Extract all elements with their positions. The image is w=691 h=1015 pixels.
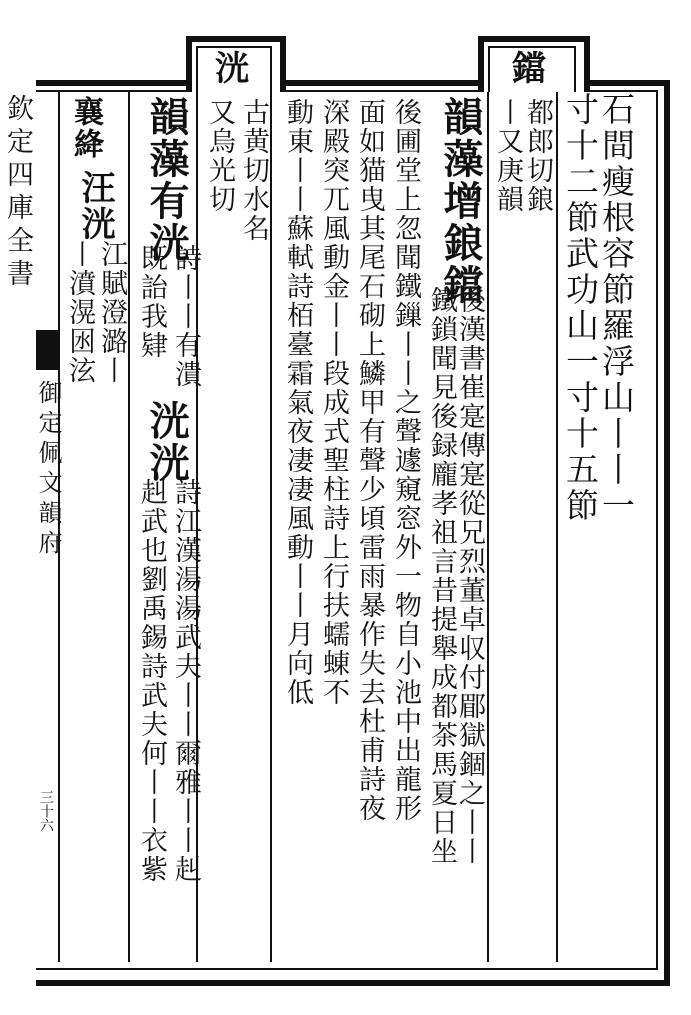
text-column-4b: 鐵鎖聞見後録龐孝祖言昔提舉成都茶馬夏日坐	[426, 286, 457, 866]
head-character-guang: 洸	[215, 49, 249, 89]
black-fish-tail-mark	[36, 330, 58, 370]
entry-heading-youguang: 韻藻有洸	[143, 96, 190, 264]
text-column-9: 古黄切水名	[238, 98, 269, 243]
text-column-3a: 都郎切鋃	[522, 98, 553, 214]
text-column-10: 又烏光切	[204, 98, 235, 214]
text-column-12b: 江賦澄潞丨	[96, 240, 127, 385]
book-title: 御定佩文韻府	[34, 380, 62, 560]
entry-heading-wangguang: 汪洸	[75, 170, 115, 242]
head-character-dang: 鐺	[512, 49, 546, 89]
text-column-3b: 丨又庚韻	[492, 98, 523, 214]
text-column-1: 石間瘦根容節羅浮山丨丨一	[597, 92, 636, 524]
entry-heading-langdang: 韻藻增鋃鐺	[437, 96, 484, 306]
text-column-12a: 丨濆滉囦泫	[64, 240, 95, 385]
text-column-2: 寸十二節武功山一寸十五節	[561, 92, 600, 524]
text-column-5: 後圃堂上忽聞鐵鏁丨丨之聲遽窺窓外一物自小池中出龍形	[390, 98, 421, 823]
collection-title: 欽定四庫全書	[2, 94, 33, 292]
column-divider	[128, 92, 130, 962]
text-column-11b: 既詒我肄	[136, 244, 167, 360]
text-column-11a: 詩丨丨有潰	[170, 244, 201, 389]
page-number: 三十六	[38, 790, 54, 832]
entry-heading-guangguang: 洸洸	[143, 400, 190, 484]
text-column-6: 面如猫曳其尾石砌上鱗甲有聲少頃雷雨暴作失去杜甫詩夜	[354, 98, 385, 823]
column-divider	[556, 92, 558, 962]
text-column-8: 動東丨丨蘇軾詩栢臺霜氣夜凄凄風動丨丨月向低	[282, 98, 313, 707]
text-column-7: 深殿突兀風動金丨丨段成式聖柱詩上行扶蠕蝀不	[318, 98, 349, 707]
column-divider	[270, 92, 272, 962]
entry-heading-xiangjiang: 襄絳	[68, 96, 103, 160]
column-divider	[487, 92, 489, 962]
text-column-11c: 詩江漢湯湯武夫丨丨爾雅丨丨赳	[170, 478, 201, 884]
text-column-4a: 後漢書崔寔傳寔從兄烈董卓収付郿獄錮之丨丨	[454, 286, 485, 866]
text-column-11d: 赳武也劉禹錫詩武夫何丨丨衣紫	[136, 478, 167, 884]
